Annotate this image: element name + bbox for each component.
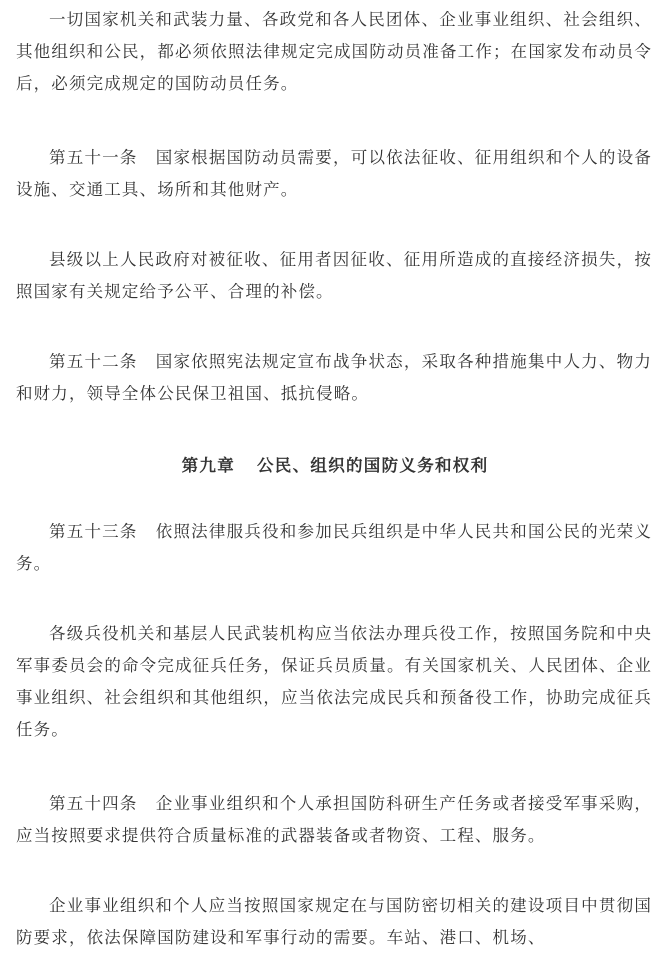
chapter-number: 第九章	[181, 456, 235, 475]
article-53-paragraph	[16, 516, 652, 580]
article-number: 第五十二条	[49, 352, 138, 371]
chapter-heading	[0, 450, 670, 482]
paragraph-defense-requirements	[16, 890, 652, 954]
article-51-paragraph	[16, 142, 652, 206]
paragraph-text: 一切国家机关和武装力量、各政党和各人民团体、企业事业组织、社会组织、其他组织和公民，都必须依照法律规定完成国防动员准备工作；在国家发布动员令后，必须完成规定的国防动员任务。	[16, 10, 652, 93]
paragraph-text: 企业事业组织和个人应当按照国家规定在与国防密切相关的建设项目中贯彻国防要求，依法保障国防建设和军事行动的需要。车站、港口、机场、	[16, 896, 652, 947]
paragraph-mobilization-duty	[16, 4, 652, 100]
article-number: 第五十一条	[49, 148, 138, 167]
article-number: 第五十三条	[49, 522, 138, 541]
article-number: 第五十四条	[49, 794, 138, 813]
article-text: 依照法律服兵役和参加民兵组织是中华人民共和国公民的光荣义务。	[16, 522, 653, 573]
article-text: 国家依照宪法规定宣布战争状态，采取各种措施集中人力、物力和财力，领导全体公民保卫祖国、抵抗侵略。	[16, 352, 653, 403]
article-54-paragraph	[16, 788, 652, 852]
article-52-paragraph	[16, 346, 652, 410]
paragraph-text: 县级以上人民政府对被征收、征用者因征收、征用所造成的直接经济损失，按照国家有关规定给予公平、合理的补偿。	[16, 250, 652, 301]
chapter-title: 公民、组织的国防义务和权利	[257, 456, 489, 475]
paragraph-text: 各级兵役机关和基层人民武装机构应当依法办理兵役工作，按照国务院和中央军事委员会的命令完成征兵任务，保证兵员质量。有关国家机关、人民团体、企业事业组织、社会组织和其他组织，应当依法完成民兵和预备役工作，协助完成征兵任务。	[16, 624, 652, 739]
paragraph-military-service-organs	[16, 618, 652, 746]
article-text: 企业事业组织和个人承担国防科研生产任务或者接受军事采购，应当按照要求提供符合质量标准的武器装备或者物资、工程、服务。	[16, 794, 653, 845]
article-text: 国家根据国防动员需要，可以依法征收、征用组织和个人的设备设施、交通工具、场所和其他财产。	[16, 148, 653, 199]
paragraph-compensation	[16, 244, 652, 308]
